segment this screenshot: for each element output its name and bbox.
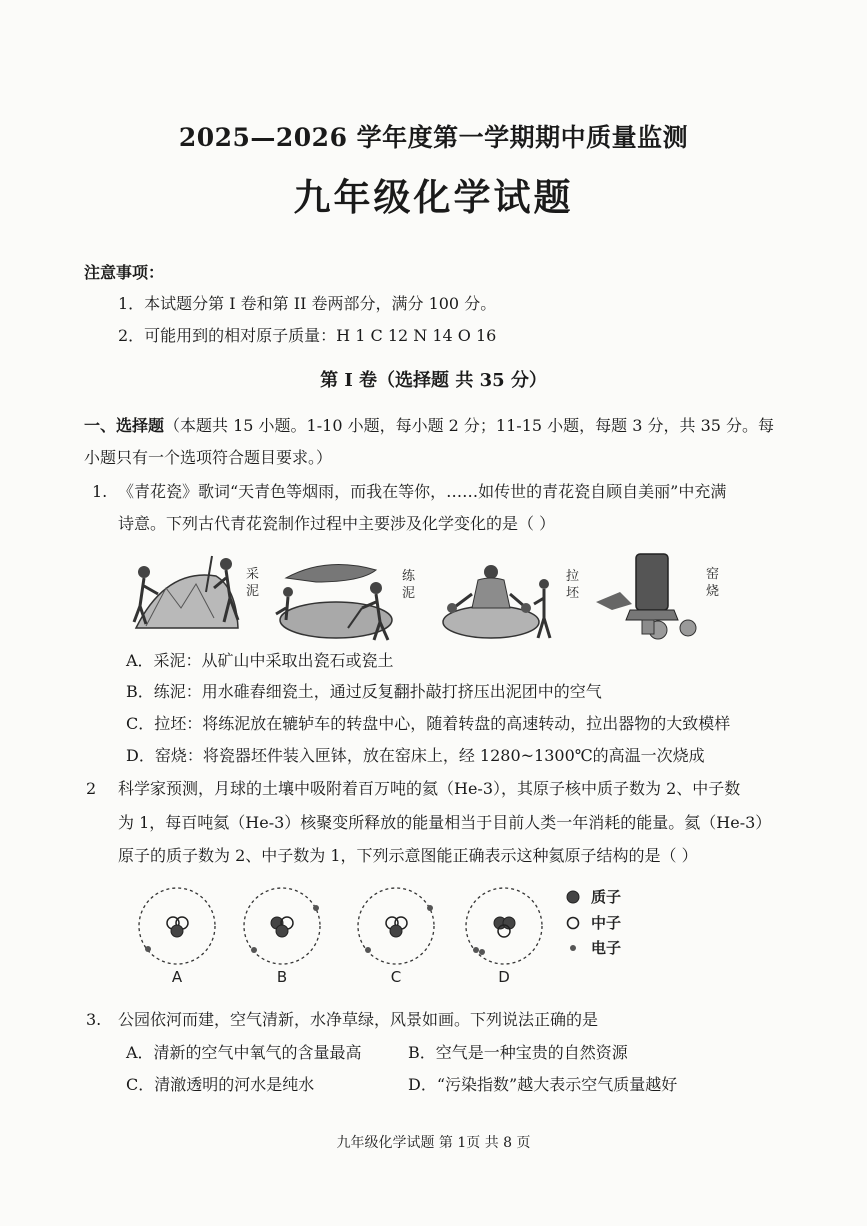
q1-image-label-2b: 泥 [402,586,416,601]
throwing-pottery-illustration [443,565,550,638]
atom-label-c: C [390,968,402,986]
kneading-clay-illustration [276,565,392,640]
part-description [84,416,774,436]
atom-label-b: B [276,968,288,986]
q1-option-a: A．采泥：从矿山中采取出瓷石或瓷土 [126,651,394,670]
q1-image-label-1b: 泥 [246,584,260,599]
q1-image-label-2a: 练 [402,569,416,584]
q1-number: 1. [92,482,108,501]
proton-legend-icon [567,891,579,903]
atom-diagram-c [358,888,434,964]
q2-stem-line2: 为 1，每百吨氦（He-3）核聚变所释放的能量相当于目前人类一年消耗的能量。氦（He-3） [118,813,772,832]
section-heading: 第 I 卷（选择题 共 35 分） [320,370,547,391]
atom-label-d: D [498,968,510,986]
legend-neutron: 中子 [591,914,622,932]
kiln-firing-illustration [596,554,696,639]
q1-stem-line1: 《青花瓷》歌词“天青色等烟雨，而我在等你，……如传世的青花瓷自顾自美丽”中充满 [118,482,727,501]
notice-item-1: 1．本试题分第 I 卷和第 II 卷两部分，满分 100 分。 [118,294,497,313]
neutron-legend-icon [568,918,579,929]
atom-label-a: A [171,968,183,986]
legend-electron: 电子 [591,939,622,957]
q2-number: 2 [86,779,97,798]
q1-option-c: C．拉坯：将练泥放在辘轳车的转盘中心，随着转盘的高速转动，拉出器物的大致模样 [126,714,731,733]
part-label: 一、选择题 [84,416,165,435]
q1-option-b: B．练泥：用水碓舂细瓷土，通过反复翻扑敲打挤压出泥团中的空气 [126,682,602,701]
mining-clay-illustration [134,556,238,628]
notice-item-2: 2．可能用到的相对原子质量：H 1 C 12 N 14 O 16 [118,326,497,345]
atom-diagram-b [244,888,320,964]
q3-option-c: C．清澈透明的河水是纯水 [126,1075,315,1094]
q2-atom-diagrams [130,878,650,990]
page-footer: 九年级化学试题 第 1页 共 8 页 [336,1135,531,1151]
atom-diagram-a [139,888,215,964]
q1-image-label-3a: 拉 [566,569,580,584]
q1-image-label-3b: 坯 [566,586,580,601]
q3-option-d: D．“污染指数”越大表示空气质量越好 [408,1075,678,1094]
q3-stem: 公园依河而建，空气清新，水净草绿，风景如画。下列说法正确的是 [118,1010,599,1029]
q1-stem-line2: 诗意。下列古代青花瓷制作过程中主要涉及化学变化的是（ ） [118,514,556,533]
part-desc-line1: （本题共 15 小题。1-10 小题，每小题 2 分；11-15 小题，每题 3 分，共 35 分。每 [164,416,775,435]
legend-proton: 质子 [591,888,622,906]
q2-stem-line1: 科学家预测，月球的土壤中吸附着百万吨的氦（He-3），其原子核中质子数为 2、中子数 [118,779,741,798]
q3-option-b: B．空气是一种宝贵的自然资源 [408,1043,628,1062]
notice-heading: 注意事项： [84,263,165,282]
exam-title: 2025—2026 学年度第一学期期中质量监测 [178,123,689,152]
part-desc-line2: 小题只有一个选项符合题目要求。） [84,448,333,467]
electron-legend-icon [570,945,576,951]
subject-title: 九年级化学试题 [293,175,574,219]
q2-stem-line3: 原子的质子数为 2、中子数为 1，下列示意图能正确表示这种氦原子结构的是（ ） [118,846,698,865]
q1-option-d: D．窑烧：将瓷器坯件装入匣钵，放在窑床上，经 1280~1300℃的高温一次烧成 [126,746,705,765]
q1-image-label-4a: 窑 [706,567,720,582]
q3-option-a: A．清新的空气中氧气的含量最高 [126,1043,362,1062]
atom-diagram-d [466,888,542,964]
q3-number: 3. [86,1010,102,1029]
q1-illustration-strip [126,548,726,648]
atom-legend [567,888,621,957]
q1-image-label-1a: 采 [246,567,260,582]
q1-image-label-4b: 烧 [706,584,720,599]
